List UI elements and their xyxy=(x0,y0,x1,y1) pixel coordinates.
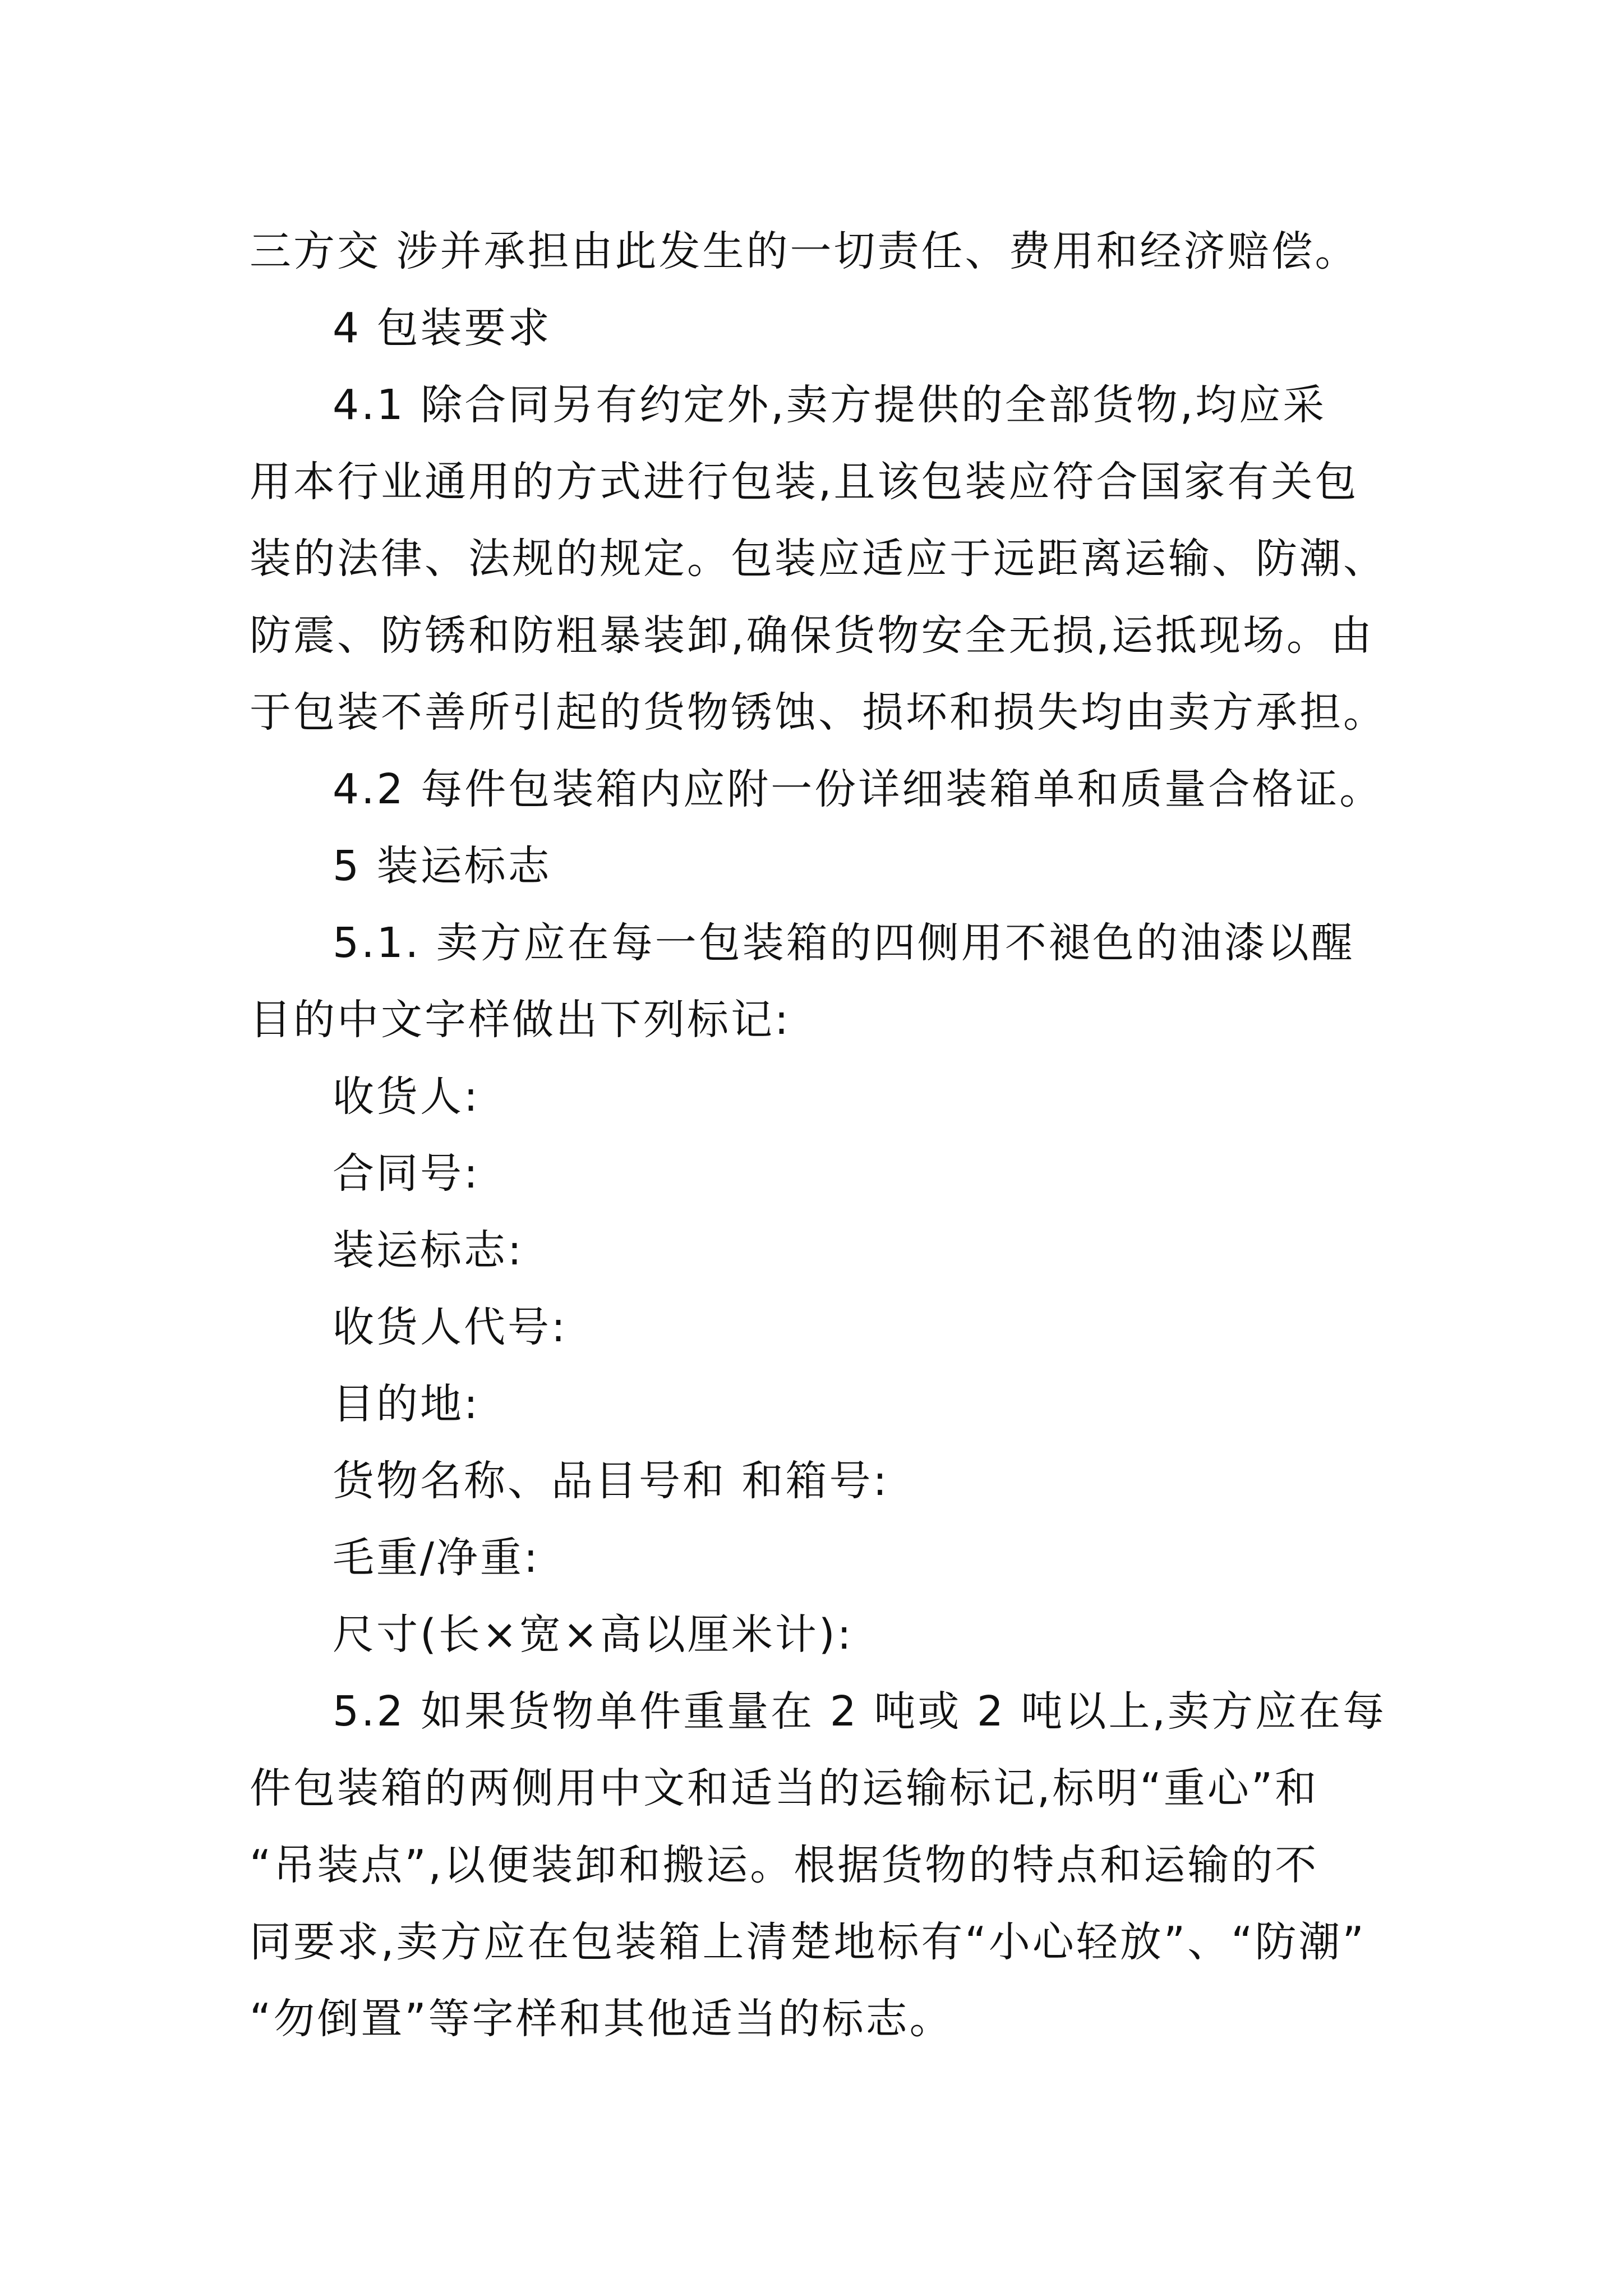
text-line: 件包装箱的两侧用中文和适当的运输标记,标明“重心”和 xyxy=(250,1764,1319,1812)
mark-field: 合同号: xyxy=(333,1149,480,1198)
text-line: 5.1. 卖方应在每一包装箱的四侧用不褪色的油漆以醒 xyxy=(333,919,1355,967)
text-line: 4.1 除合同另有约定外,卖方提供的全部货物,均应采 xyxy=(333,381,1327,429)
text-line: 三方交 涉并承担由此发生的一切责任、费用和经济赔偿。 xyxy=(250,227,1359,275)
text-line: 同要求,卖方应在包装箱上清楚地标有“小心轻放”、“防潮” xyxy=(250,1918,1366,1966)
text-line: 防震、防锈和防粗暴装卸,确保货物安全无损,运抵现场。由 xyxy=(250,611,1375,660)
document-body xyxy=(250,213,1433,2058)
text-line: “勿倒置”等字样和其他适当的标志。 xyxy=(250,1995,953,2043)
section-heading: 5 装运标志 xyxy=(333,842,552,890)
section-heading: 4 包装要求 xyxy=(333,304,552,352)
text-line: 于包装不善所引起的货物锈蚀、损坏和损失均由卖方承担。 xyxy=(250,688,1387,737)
text-line: 用本行业通用的方式进行包装,且该包装应符合国家有关包 xyxy=(250,458,1359,506)
mark-field: 货物名称、品目号和 和箱号: xyxy=(333,1457,889,1505)
mark-field: 毛重/净重: xyxy=(333,1534,540,1582)
mark-field: 收货人: xyxy=(333,1073,480,1121)
mark-field: 尺寸(长×宽×高以厘米计): xyxy=(333,1611,854,1659)
text-line: “吊装点”,以便装卸和搬运。根据货物的特点和运输的不 xyxy=(250,1841,1319,1889)
text-line: 4.2 每件包装箱内应附一份详细装箱单和质量合格证。 xyxy=(333,765,1384,813)
mark-field: 收货人代号: xyxy=(333,1303,568,1351)
mark-field: 目的地: xyxy=(333,1380,480,1428)
text-line: 5.2 如果货物单件重量在 2 吨或 2 吨以上,卖方应在每 xyxy=(333,1687,1386,1736)
text-line: 装的法律、法规的规定。包装应适应于远距离运输、防潮、 xyxy=(250,535,1387,583)
text-line: 目的中文字样做出下列标记: xyxy=(250,996,791,1044)
mark-field: 装运标志: xyxy=(333,1226,524,1274)
